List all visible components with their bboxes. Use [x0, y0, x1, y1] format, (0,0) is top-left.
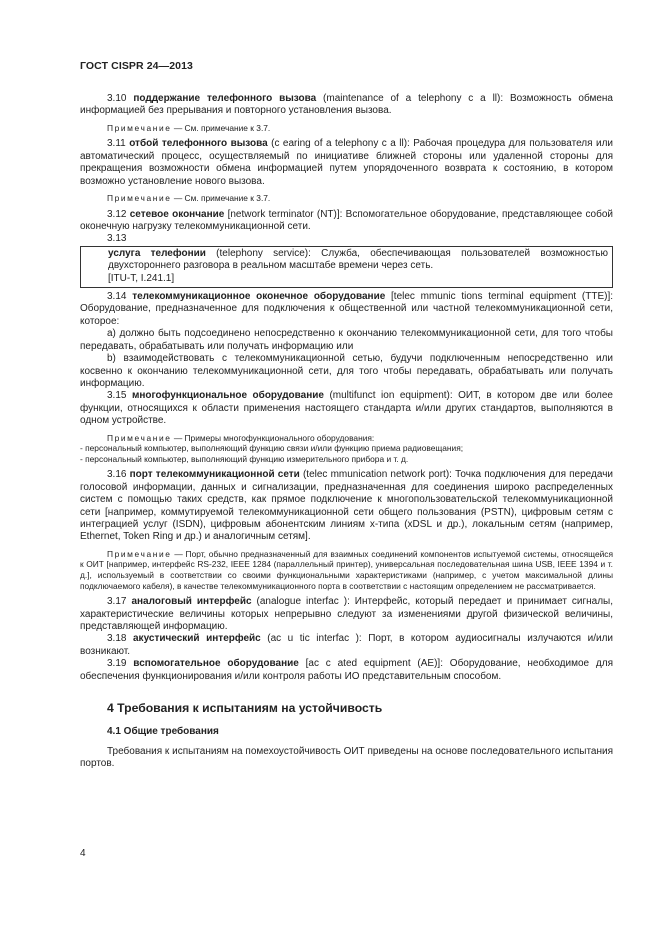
note-label: Примечание [107, 193, 172, 204]
term-number: 3.10 [107, 93, 127, 104]
note-label: Примечание [107, 432, 172, 443]
term-title: порт телекоммуникационной сети [129, 469, 300, 481]
term-title: вспомогательное оборудование [133, 658, 299, 670]
note-text: — Порт, обычно предназначенный для взаимных соединений компонентов испытуемой системы, относящейся к ОИТ [например, интерфейс RS-232, IEEE 1284 (параллельный принтер), универсальная последовательная шина USB, IEEE 1394 и т. д.], используемый в соответствии со своими функциональными характеристиками (например, с учетом максимальной длины подключаемого кабеля), в качестве телекоммуникационного порта в соответствии с настоящим определением не рассматривается. [80, 548, 613, 591]
page-header: ГОСТ CISPR 24—2013 [80, 60, 193, 72]
term-definition: (analogue interfac ): Интерфейс, который передает и принимает сигналы, характеристические величины которых непрерывно следуют за изменениями другой физической величины, представляющей информацию. [80, 596, 614, 632]
term-3-17 [80, 596, 613, 633]
term-definition: (telephony service): Служба, обеспечивающая пользователей возможностью двухстороннего разговора в реальном масштабе времени через сеть. [108, 247, 608, 272]
section-4-1-heading: 4.1 Общие требования [107, 726, 219, 738]
term-3-16 [80, 469, 613, 543]
term-3-13-number: 3.13 [107, 233, 127, 245]
term-number: 3.15 [107, 390, 127, 402]
term-3-15 [80, 390, 613, 427]
term-3-13 [108, 248, 608, 273]
term-number: 3.12 [107, 208, 127, 220]
term-definition: (ac u tic interfac ): Порт, в котором аудиосигналы излучаются и/или возникают. [80, 633, 613, 657]
term-definition: [ac c ated equipment (AE)]: Оборудование, необходимое для обеспечения функционирования и/или контроля работы ИО представительным способом. [80, 658, 613, 682]
section-4-1-text: Требования к испытаниям на помехоустойчивость ОИТ приведены на основе последовательного испытания портов. [80, 745, 613, 770]
term-3-12 [80, 209, 613, 234]
note-3-11 [80, 193, 613, 204]
term-3-18 [80, 633, 613, 658]
section-4-heading: 4 Требования к испытаниям на устойчивость [107, 700, 383, 715]
term-title: акустический интерфейс [133, 633, 261, 645]
note-text: — Примеры многофункционального оборудования: [173, 432, 375, 443]
term-title: услуга телефонии [108, 247, 206, 259]
term-definition: (multifunct ion equipment): ОИТ, в котором две или более функции, относящихся к области применения настоящего стандарта и/или других стандартов, выполняются в одном устройстве. [80, 390, 613, 427]
term-title: сетевое окончание [129, 208, 225, 220]
note-label: Примечание [107, 548, 172, 559]
term-title: многофункциональное оборудование [131, 390, 324, 402]
term-3-10 [80, 93, 613, 118]
term-number: 3.18 [107, 633, 127, 645]
document-body [80, 93, 613, 771]
term-3-14 [80, 291, 613, 328]
term-title: отбой телефонного вызова [129, 138, 268, 150]
note-3-10 [80, 123, 613, 134]
note-3-16 [80, 549, 613, 591]
term-title: телекоммуникационное оконечное оборудование [132, 291, 386, 303]
note-label: Примечание [107, 122, 172, 133]
term-3-14-item-b: b) взаимодействовать с телекоммуникационной сетью, будучи подключенным непосредственно или косвенно к окончанию телекоммуникационной сети, для того чтобы передавать, обрабатывать или получать информацию. [80, 353, 613, 389]
note-text: — См. примечание к 3.7. [173, 193, 271, 204]
page-number: 4 [80, 848, 86, 859]
note-3-15 [80, 433, 613, 444]
term-number: 3.17 [107, 596, 127, 608]
term-3-14-item-a: а) должно быть подсоединено непосредственно к окончанию телекоммуникационной сети, для того чтобы передавать, обрабатывать или получать информацию или [80, 328, 613, 352]
term-number: 3.14 [107, 291, 127, 303]
term-definition: (maintenance of a telephony c a ll): Возможность обмена информацией без прерывания и повторного установления вызова. [80, 93, 613, 117]
term-definition: (c earing of a telephony c a ll): Рабочая процедура для пользователя или автоматический процесс, осуществляемый по инициативе ближней стороны или удаленной стороны для прекращения возможности обмена информацией путем упорядоченного возврата к состоянию, в котором возможно установление нового вызова. [80, 138, 614, 187]
term-3-11 [80, 138, 613, 188]
term-definition: [network terminator (NT)]: Вспомогательное оборудование, представляющее собой оконечную нагрузку телекоммуникационной сети. [80, 208, 613, 233]
term-definition: [telec mmunic tions terminal equipment (TTE)]: Оборудование, предназначенное для подключения к общественной или частной телекоммуникационной сети, которое: [80, 291, 614, 327]
term-title: поддержание телефонного вызова [133, 93, 317, 104]
note-text: — См. примечание к 3.7. [173, 122, 271, 133]
term-number: 3.16 [107, 469, 127, 481]
term-definition: (telec mmunication network port): Точка подключения для передачи голосовой информации, данных и сигнализации, предназначенная для соединения широко распределенных систем с помощью таких средств, как прямое подключение к многопользовательской телекоммуникационной сети [например, коммутируемой телекоммуникационной сети общего пользования (PSTN), цифровым сетям с интеграцией услуг (ISDN), цифровым абонентским линиям х-типа (xDSL и др.), локальным сетям (например, Ethernet, Token Ring и др.) и аналогичным сетям]. [80, 469, 613, 543]
note-3-15-item: - персональный компьютер, выполняющий функцию измерительного прибора и т. д. [80, 453, 409, 464]
term-title: аналоговый интерфейс [131, 596, 252, 608]
term-3-19 [80, 658, 613, 683]
term-number: 3.19 [107, 658, 127, 670]
term-3-13-reference: [ITU-T, I.241.1] [108, 272, 175, 284]
note-3-15-item: - персональный компьютер, выполняющий функцию связи и/или функцию приема радиовещания; [80, 443, 464, 454]
term-3-13-box [80, 246, 613, 288]
term-number: 3.11 [107, 138, 126, 150]
